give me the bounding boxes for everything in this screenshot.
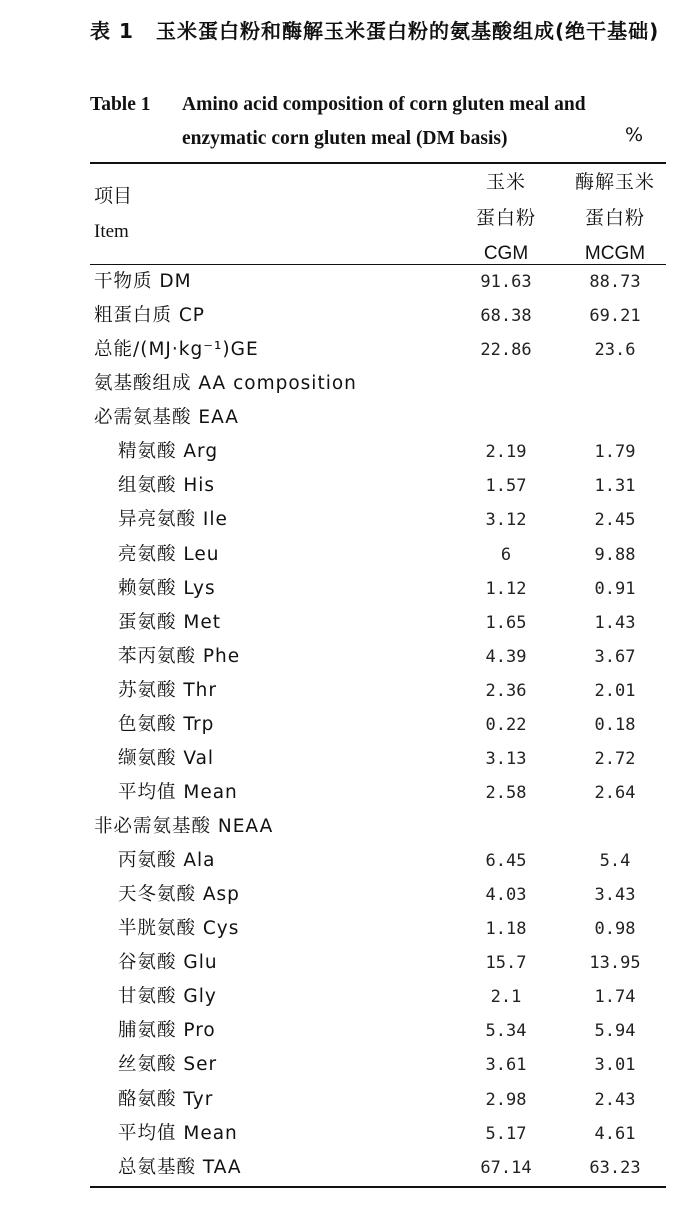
cgm-value: 3.13 (485, 748, 527, 769)
cgm-value: 6 (500, 544, 512, 565)
cgm-value: 2.19 (485, 442, 527, 463)
cgm-value: 5.34 (485, 1021, 527, 1042)
cgm-value: 2.36 (485, 680, 527, 701)
table-row (90, 742, 666, 776)
table-row (90, 503, 666, 537)
cgm-value: 2.58 (485, 782, 527, 803)
row-label: 必需氨基酸 EAA (94, 407, 239, 429)
cgm-value: 1.12 (485, 578, 527, 599)
mcgm-value: 69.21 (589, 306, 641, 327)
row-label: 甘氨酸 Gly (118, 986, 217, 1008)
cgm-value: 4.39 (485, 646, 527, 667)
table-row (90, 878, 666, 912)
row-label: 平均值 Mean (118, 1122, 238, 1144)
mcgm-value: 0.98 (594, 919, 636, 940)
cgm-value: 5.17 (485, 1123, 527, 1144)
table-row (90, 572, 666, 606)
table-row (90, 1151, 666, 1185)
cgm-value: 67.14 (480, 1157, 532, 1178)
cgm-value: 4.03 (485, 885, 527, 906)
table-row (90, 606, 666, 640)
mcgm-value: 3.01 (594, 1055, 636, 1076)
cgm-value: 1.65 (485, 612, 527, 633)
table-row (90, 776, 666, 810)
table-row (90, 333, 666, 367)
mcgm-value: 0.91 (594, 578, 636, 599)
mcgm-value: 2.72 (594, 748, 636, 769)
row-label: 苏氨酸 Thr (118, 679, 218, 701)
mcgm-value: 3.43 (594, 885, 636, 906)
mcgm-value: 1.79 (594, 442, 636, 463)
table-row (90, 708, 666, 742)
cgm-value: 0.22 (485, 714, 527, 735)
mcgm-value: 88.73 (589, 272, 641, 292)
header-item (94, 178, 132, 250)
header-col-cgm-line2: 蛋白粉 (475, 207, 536, 229)
table-row (90, 640, 666, 674)
header-col-mcgm-line1: 酶解玉米 (574, 171, 655, 193)
mcgm-value: 23.6 (594, 340, 636, 361)
row-label: 总氨基酸 TAA (118, 1156, 242, 1178)
mcgm-value: 0.18 (594, 714, 636, 735)
caption-label-cn: 表 1 (90, 19, 134, 43)
header-col-cgm-line1: 玉米 (485, 171, 526, 193)
row-label: 天冬氨酸 Asp (118, 884, 240, 906)
mcgm-value: 9.88 (594, 544, 636, 565)
mcgm-value: 63.23 (589, 1157, 641, 1178)
table-row (90, 912, 666, 946)
row-label: 平均值 Mean (118, 781, 238, 803)
table-row (90, 1117, 666, 1151)
row-label: 半胱氨酸 Cys (118, 918, 240, 940)
cgm-value: 2.98 (485, 1089, 527, 1110)
mcgm-value: 13.95 (589, 953, 641, 974)
row-label: 组氨酸 His (118, 475, 216, 497)
row-label: 缬氨酸 Val (118, 747, 215, 769)
cgm-value: 3.12 (485, 510, 527, 531)
row-label: 赖氨酸 Lys (118, 577, 216, 599)
row-label: 粗蛋白质 CP (94, 305, 205, 327)
cgm-value: 15.7 (485, 953, 527, 974)
table-row (90, 1048, 666, 1082)
cgm-value: 68.38 (480, 306, 532, 327)
row-label: 亮氨酸 Leu (118, 543, 220, 565)
row-label: 丙氨酸 Ala (118, 850, 216, 872)
cgm-value: 2.1 (490, 987, 522, 1008)
table-row (90, 810, 666, 844)
cgm-value: 91.63 (480, 272, 532, 292)
table-row (90, 1083, 666, 1117)
cgm-value: 1.18 (485, 919, 527, 940)
mcgm-value: 2.45 (594, 510, 636, 531)
row-label: 谷氨酸 Glu (118, 952, 218, 974)
mcgm-value: 2.01 (594, 680, 636, 701)
mcgm-value: 1.43 (594, 612, 636, 633)
row-label: 酪氨酸 Tyr (118, 1088, 214, 1110)
cgm-value: 1.57 (485, 476, 527, 497)
table-row (90, 674, 666, 708)
header-col-mcgm-line2: 蛋白粉 (584, 207, 645, 229)
mcgm-value: 4.61 (594, 1123, 636, 1144)
table-row (90, 401, 666, 435)
table-row (90, 538, 666, 572)
row-label: 色氨酸 Trp (118, 713, 215, 735)
bottom-rule (90, 1186, 666, 1188)
row-label: 总能/(MJ·kg⁻¹)GE (94, 339, 259, 361)
cgm-value: 3.61 (485, 1055, 527, 1076)
mcgm-value: 1.31 (594, 476, 636, 497)
row-label: 异亮氨酸 Ile (118, 509, 228, 531)
row-label: 干物质 DM (94, 271, 192, 292)
header-col-mcgm-abbr: MCGM (584, 243, 646, 264)
row-label: 脯氨酸 Pro (118, 1020, 216, 1042)
mcgm-value: 1.74 (594, 987, 636, 1008)
header-item-cn: 项目 (94, 185, 133, 207)
table-row (90, 844, 666, 878)
table-body (90, 265, 666, 1185)
table-row (90, 367, 666, 401)
mcgm-value: 2.64 (594, 782, 636, 803)
mcgm-value: 3.67 (594, 646, 636, 667)
header-col-cgm-abbr: CGM (483, 243, 529, 264)
row-label: 苯丙氨酸 Phe (118, 645, 241, 667)
cgm-value: 22.86 (480, 340, 532, 361)
unit-label: % (625, 124, 644, 146)
table-row (90, 435, 666, 469)
cgm-value: 6.45 (485, 851, 527, 872)
row-label: 丝氨酸 Ser (118, 1054, 218, 1076)
caption-label-en: Table 1 (90, 94, 151, 115)
table-row (90, 469, 666, 503)
mcgm-value: 2.43 (594, 1089, 636, 1110)
table-row (90, 980, 666, 1014)
row-label: 非必需氨基酸 NEAA (94, 816, 274, 837)
caption-text-cn: 玉米蛋白粉和酶解玉米蛋白粉的氨基酸组成(绝干基础) (156, 19, 660, 43)
row-label: 精氨酸 Arg (118, 441, 219, 463)
table-row (90, 946, 666, 980)
table-row (90, 265, 666, 299)
caption-text-en: Amino acid composition of corn gluten meal and enzymatic corn gluten meal (DM basis) (182, 94, 586, 149)
mcgm-value: 5.4 (599, 851, 631, 872)
mcgm-value: 5.94 (594, 1021, 636, 1042)
table-row (90, 299, 666, 333)
row-label: 蛋氨酸 Met (118, 611, 221, 633)
table-row (90, 1014, 666, 1048)
row-label: 氨基酸组成 AA composition (94, 373, 357, 395)
header-col-mcgm (540, 164, 690, 272)
header-item-en: Item (94, 221, 129, 242)
